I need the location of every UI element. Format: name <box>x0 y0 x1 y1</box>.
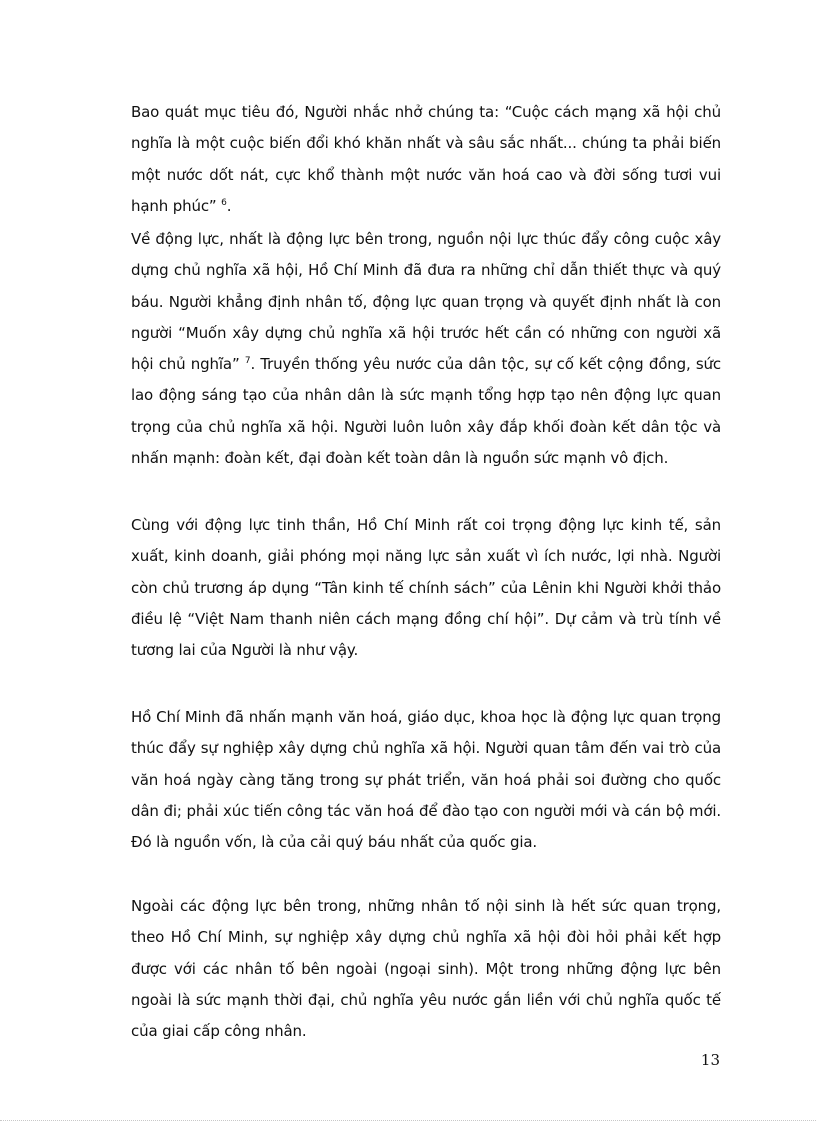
footnote-marker[interactable]: 7 <box>244 356 251 367</box>
paragraph-text: Cùng với động lực tinh thần, Hồ Chí Minh rất coi trọng động lực kinh tế, sản xuất, kinh doanh, giải phóng mọi năng lực sản xuất vì ích nước, lợi nhà. Người còn chủ trương áp dụng “Tân kinh tế chính sách” của Lênin khi Người khởi thảo điều lệ “Việt Nam thanh niên cách mạng đồng chí hội”. Dự cảm và trù tính về tương lai của Người là như vậy. <box>131 516 721 660</box>
page-bottom-divider <box>0 1120 816 1121</box>
paragraph <box>131 510 721 666</box>
paragraph-text-tail: . Truyền thống yêu nước của dân tộc, sự cố kết cộng đồng, sức lao động sáng tạo của nhân dân là sức mạnh tổng hợp tạo nên động lực quan trọng của chủ nghĩa xã hội. Người luôn luôn xây đắp khối đoàn kết dân tộc và nhấn mạnh: đoàn kết, đại đoàn kết toàn dân là nguồn sức mạnh vô địch. <box>131 355 721 468</box>
paragraph-text-tail: . <box>226 196 232 215</box>
page-number: 13 <box>700 1051 720 1069</box>
paragraph <box>131 97 721 222</box>
paragraph <box>131 224 721 474</box>
paragraph <box>131 702 721 858</box>
paragraph-text: Về động lực, nhất là động lực bên trong, nguồn nội lực thúc đẩy công cuộc xây dựng chủ nghĩa xã hội, Hồ Chí Minh đã đưa ra những chỉ dẫn thiết thực và quý báu. Người khẳng định nhân tố, động lực quan trọng và quyết định nhất là con người “Muốn xây dựng chủ nghĩa xã hội trước hết cần có những con người xã hội chủ nghĩa” <box>131 230 721 374</box>
paragraph-text: Hồ Chí Minh đã nhấn mạnh văn hoá, giáo dục, khoa học là động lực quan trọng thúc đẩy sự nghiệp xây dựng chủ nghĩa xã hội. Người quan tâm đến vai trò của văn hoá ngày càng tăng trong sự phát triển, văn hoá phải soi đường cho quốc dân đi; phải xúc tiến công tác văn hoá để đào tạo con người mới và cán bộ mới. Đó là nguồn vốn, là của cải quý báu nhất của quốc gia. <box>131 708 721 852</box>
paragraph-text: Ngoài các động lực bên trong, những nhân tố nội sinh là hết sức quan trọng, theo Hồ Chí Minh, sự nghiệp xây dựng chủ nghĩa xã hội đòi hỏi phải kết hợp được với các nhân tố bên ngoài (ngoại sinh). Một trong những động lực bên ngoài là sức mạnh thời đại, chủ nghĩa yêu nước gắn liền với chủ nghĩa quốc tế của giai cấp công nhân. <box>131 897 721 1041</box>
paragraph <box>131 891 721 1047</box>
paragraph-text: Bao quát mục tiêu đó, Người nhắc nhở chúng ta: “Cuộc cách mạng xã hội chủ nghĩa là một cuộc biến đổi khó khăn nhất và sâu sắc nhất... chúng ta phải biến một nước dốt nát, cực khổ thành một nước văn hoá cao và đời sống tươi vui hạnh phúc” <box>131 103 721 215</box>
footnote-marker[interactable]: 6 <box>221 197 227 208</box>
